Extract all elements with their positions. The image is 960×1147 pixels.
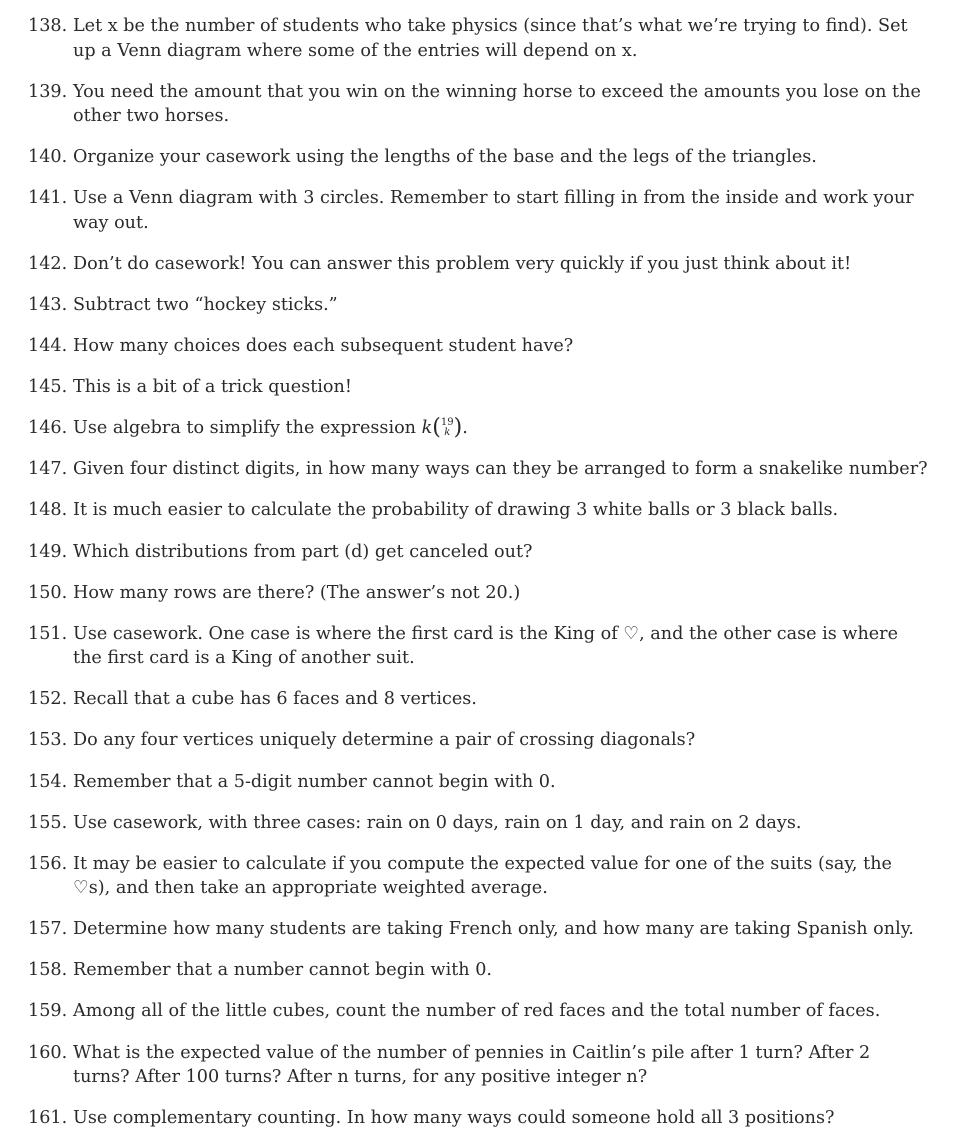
hint-item: [28, 852, 928, 901]
hint-item: [28, 416, 928, 441]
binom-stack: [441, 418, 454, 438]
hint-number: 145.: [28, 377, 68, 398]
hint-text: How many choices does each subsequent student have?: [73, 336, 574, 357]
hint-item: [28, 1106, 928, 1131]
hint-text: Use a Venn diagram with 3 circles. Remember to start filling in from the inside and work your way out.: [73, 188, 914, 233]
hint-text: Use casework, with three cases: rain on 0 days, rain on 1 day, and rain on 2 days.: [73, 812, 802, 833]
hint-text: Determine how many students are taking French only, and how many are taking Spanish only.: [73, 919, 914, 940]
hint-item: [28, 770, 928, 795]
hint-number: 160.: [28, 1042, 68, 1063]
hint-item: [28, 999, 928, 1024]
right-paren: ): [453, 415, 463, 441]
hint-number: 156.: [28, 853, 68, 874]
hint-number: 155.: [28, 812, 68, 833]
hint-item: [28, 687, 928, 712]
hint-text: Given four distinct digits, in how many ways can they be arranged to form a snakelike number?: [73, 459, 928, 480]
hint-item: [28, 293, 928, 318]
hint-item: [28, 334, 928, 359]
hint-item: [28, 728, 928, 753]
hint-item: [28, 252, 928, 277]
hint-item: [28, 186, 928, 235]
left-paren: (: [432, 415, 441, 441]
hint-text: This is a bit of a trick question!: [73, 377, 352, 398]
hint-number: 153.: [28, 730, 68, 751]
hint-number: 146.: [28, 418, 68, 439]
hint-number: 148.: [28, 500, 68, 521]
hint-number: 138.: [28, 16, 68, 36]
binomial-coefficient: [432, 417, 462, 439]
hint-number: 159.: [28, 1001, 68, 1022]
hint-item: [28, 958, 928, 983]
hint-text: Remember that a 5-digit number cannot begin with 0.: [73, 771, 556, 792]
hint-number: 141.: [28, 188, 68, 209]
hint-text: It may be easier to calculate if you compute the expected value for one of the suits (say, the ♡s), and then take an appropriate weighted average.: [73, 853, 892, 899]
hint-text-after: .: [462, 418, 468, 439]
hint-text: Recall that a cube has 6 faces and 8 vertices.: [73, 689, 477, 710]
hint-number: 158.: [28, 960, 68, 981]
hint-number: 149.: [28, 541, 68, 562]
hint-number: 139.: [28, 81, 68, 102]
hint-text-before: Use algebra to simplify the expression: [73, 418, 422, 439]
hint-item: [28, 1041, 928, 1090]
hint-number: 154.: [28, 771, 68, 792]
hint-item: [28, 917, 928, 942]
hint-number: 147.: [28, 459, 68, 480]
hint-text: Do any four vertices uniquely determine a pair of crossing diagonals?: [73, 730, 696, 751]
hint-number: 161.: [28, 1108, 68, 1129]
hint-text: Don’t do casework! You can answer this problem very quickly if you just think about it!: [73, 253, 852, 274]
hint-item: [28, 375, 928, 400]
hint-item: [28, 540, 928, 565]
hint-item: [28, 498, 928, 523]
hint-item: [28, 14, 928, 63]
math-variable: k: [421, 418, 433, 439]
hint-text: Use casework. One case is where the first card is the King of ♡, and the other case is where the first card is a King of another suit.: [73, 623, 899, 669]
hint-number: 151.: [28, 623, 68, 644]
hint-number: 152.: [28, 689, 68, 710]
hint-number: 142.: [28, 253, 68, 274]
hint-text: It is much easier to calculate the probability of drawing 3 white balls or 3 black balls.: [73, 500, 839, 521]
hint-text: Use complementary counting. In how many ways could someone hold all 3 positions?: [73, 1108, 835, 1129]
hint-item: [28, 811, 928, 836]
hint-number: 144.: [28, 336, 68, 357]
hint-text: Remember that a number cannot begin with 0.: [73, 960, 492, 981]
hint-text: Organize your casework using the lengths of the base and the legs of the triangles.: [73, 147, 817, 168]
hint-text: Let x be the number of students who take physics (since that’s what we’re trying to find). Set up a Venn diagram where some of the entries will depend on x.: [73, 16, 908, 61]
hint-number: 157.: [28, 919, 68, 940]
hint-number: 140.: [28, 147, 68, 168]
binom-bottom: k: [444, 427, 451, 439]
hint-text: [73, 416, 928, 441]
hint-item: [28, 581, 928, 606]
hint-number: 143.: [28, 294, 68, 315]
hint-text: Which distributions from part (d) get canceled out?: [73, 541, 533, 562]
hint-text: How many rows are there? (The answer’s not 20.): [73, 582, 521, 603]
hint-item: [28, 457, 928, 482]
hint-item: [28, 80, 928, 129]
hint-text: You need the amount that you win on the winning horse to exceed the amounts you lose on the other two horses.: [73, 81, 921, 127]
hint-number: 150.: [28, 582, 68, 603]
hint-list: [28, 14, 928, 1147]
binom-top: 19: [440, 417, 454, 429]
hint-text: What is the expected value of the number of pennies in Caitlin’s pile after 1 turn? After 2 turns? After 100 turns? After n turns, for any positive integer n?: [73, 1042, 871, 1088]
hint-item: [28, 622, 928, 671]
hint-text: Subtract two “hockey sticks.”: [73, 294, 338, 315]
hint-item: [28, 145, 928, 170]
hint-text: Among all of the little cubes, count the number of red faces and the total number of faces.: [73, 1001, 881, 1022]
